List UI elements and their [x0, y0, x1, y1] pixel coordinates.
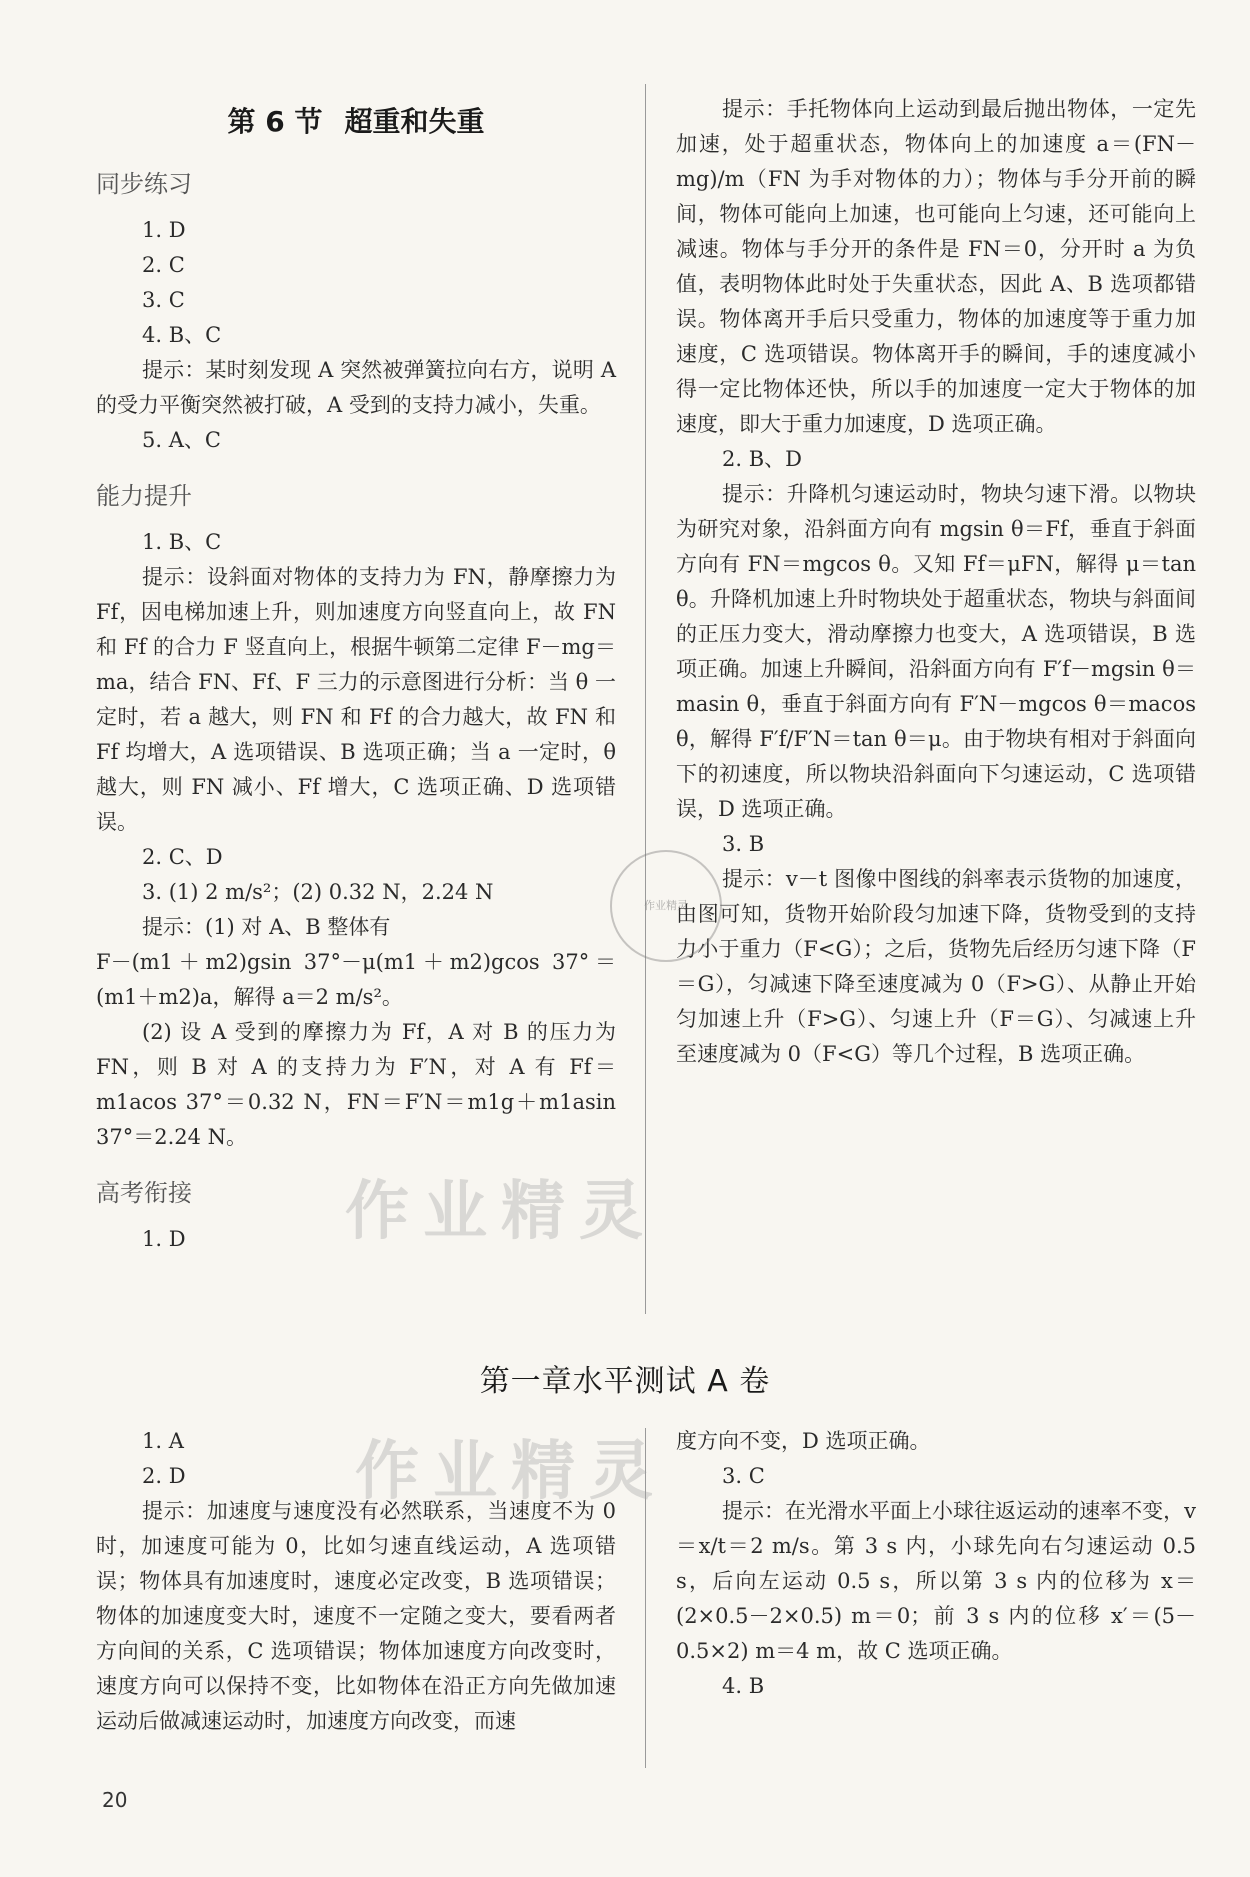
watermark-stamp: 作业精灵 [610, 850, 722, 962]
hint-text: 提示：v－t 图像中图线的斜率表示货物的加速度，由图可知，货物开始阶段匀加速下降，货物受到的支持力小于重力（F<G）；之后，货物先后经历匀速下降（F＝G），匀减速下降至速度减为 0（F>G）、从静止开始匀加速上升（F>G）、匀速上升（F＝G）、匀减速上升至速度减为 0（F<G）等几个过程，B 选项正确。 [676, 867, 1196, 1066]
chapter-test-title: 第一章水平测试 A 卷 [479, 1364, 771, 1399]
answer-item: 3. B [722, 832, 765, 856]
continued-text: 度方向不变，D 选项正确。 [676, 1429, 931, 1453]
left-column-top [96, 92, 616, 1257]
hint-text: 提示：设斜面对物体的支持力为 FN，静摩擦力为 Ff，因电梯加速上升，则加速度方向竖直向上，故 FN 和 Ff 的合力 F 竖直向上，根据牛顿第二定律 F－mg＝ma，结合 FN、Ff、F 三力的示意图进行分析：当 θ 一定时，若 a 越大，则 FN 和 Ff 的合力越大，故 FN 和 Ff 均增大，A 选项错误、B 选项正确；当 a 一定时，θ 越大，则 FN 减小、Ff 增大，C 选项正确、D 选项错误。 [96, 565, 616, 834]
answer-item: 5. A、C [142, 428, 221, 452]
hint-text: 提示：手托物体向上运动到最后抛出物体，一定先加速，处于超重状态，物体向上的加速度 a＝(FN－mg)/m（FN 为手对物体的力）；物体与手分开前的瞬间，物体可能向上加速，也可能向上匀速，还可能向上减速。物体与手分开的条件是 FN＝0，分开时 a 为负值，表明物体此时处于失重状态，因此 A、B 选项都错误。物体离开手后只受重力，物体的加速度等于重力加速度，C 选项错误。物体离开手的瞬间，手的速度减小得一定比物体还快，所以手的加速度一定大于物体的加速度，即大于重力加速度，D 选项正确。 [676, 97, 1196, 436]
section-title [96, 100, 616, 140]
answer-item: 2. C、D [142, 845, 223, 869]
watermark-text: 作业精灵 [345, 1175, 657, 1249]
answer-item: 3. C [142, 288, 185, 312]
hint-text: 提示：某时刻发现 A 突然被弹簧拉向右方，说明 A 的受力平衡突然被打破，A 受到的支持力减小，失重。 [96, 358, 616, 417]
answer-item: 2. D [142, 1464, 186, 1488]
watermark-text: 作业精灵 [355, 1435, 667, 1509]
hint-text: 提示：在光滑水平面上小球往返运动的速率不变，v＝x/t＝2 m/s。第 3 s 内，小球先向右匀速运动 0.5 s，后向左运动 0.5 s，所以第 3 s 内的位移为 x＝(2×0.5－2×0.5) m＝0；前 3 s 内的位移 x′＝(5－0.5×2) m＝4 m，故 C 选项正确。 [676, 1499, 1196, 1663]
answer-item: 2. C [142, 253, 185, 277]
ability-heading: 能力提升 [96, 482, 192, 510]
equation-text: F－(m1＋m2)gsin 37°－μ(m1＋m2)gcos 37°＝(m1＋m2)a，解得 a＝2 m/s²。 [96, 950, 616, 1009]
answer-item: 4. B、C [142, 323, 222, 347]
answer-item: 3. C [722, 1464, 765, 1488]
answer-item: 1. D [142, 1227, 186, 1251]
sync-heading: 同步练习 [96, 170, 192, 198]
answer-item: 1. B、C [142, 530, 222, 554]
answer-item: 4. B [722, 1674, 765, 1698]
gaokao-heading: 高考衔接 [96, 1179, 192, 1207]
answer-item: 1. D [142, 218, 186, 242]
answer-item: 3. (1) 2 m/s²；(2) 0.32 N，2.24 N [142, 880, 494, 904]
page-number: 20 [102, 1788, 128, 1812]
hint-text: 提示：升降机匀速运动时，物块匀速下滑。以物块为研究对象，沿斜面方向有 mgsin θ＝Ff，垂直于斜面方向有 FN＝mgcos θ。又知 Ff＝μFN，解得 μ＝tan θ。升降机加速上升时物块处于超重状态，物块与斜面间的正压力变大，滑动摩擦力也变大，A 选项错误，B 选项正确。加速上升瞬间，沿斜面方向有 F′f－mgsin θ＝masin θ，垂直于斜面方向有 F′N－mgcos θ＝macos θ，解得 F′f/F′N＝tan θ＝μ。由于物块有相对于斜面向下的初速度，所以物块沿斜面向下匀速运动，C 选项错误，D 选项正确。 [676, 482, 1196, 821]
right-column-bottom [676, 1424, 1196, 1704]
hint-text: (2) 设 A 受到的摩擦力为 Ff，A 对 B 的压力为 FN，则 B 对 A 的支持力为 F′N，对 A 有 Ff＝m1acos 37°＝0.32 N，FN＝F′N＝m1g＋m1asin 37°＝2.24 N。 [96, 1020, 616, 1149]
hint-text: 提示：(1) 对 A、B 整体有 [142, 915, 391, 939]
column-divider-top [645, 84, 646, 1314]
section-name: 超重和失重 [344, 105, 485, 138]
answer-item: 1. A [142, 1429, 184, 1453]
hint-text: 提示：加速度与速度没有必然联系，当速度不为 0 时，加速度可能为 0，比如匀速直线运动，A 选项错误；物体具有加速度时，速度必定改变，B 选项错误；物体的加速度变大时，速度不一定随之变大，要看两者方向间的关系，C 选项错误；物体加速度方向改变时，速度方向可以保持不变，比如物体在沿正方向先做加速运动后做减速运动时，加速度方向改变，而速 [96, 1499, 616, 1733]
right-column-top [676, 92, 1196, 1072]
answer-item: 2. B、D [722, 447, 802, 471]
section-number: 第 6 节 [227, 105, 323, 138]
